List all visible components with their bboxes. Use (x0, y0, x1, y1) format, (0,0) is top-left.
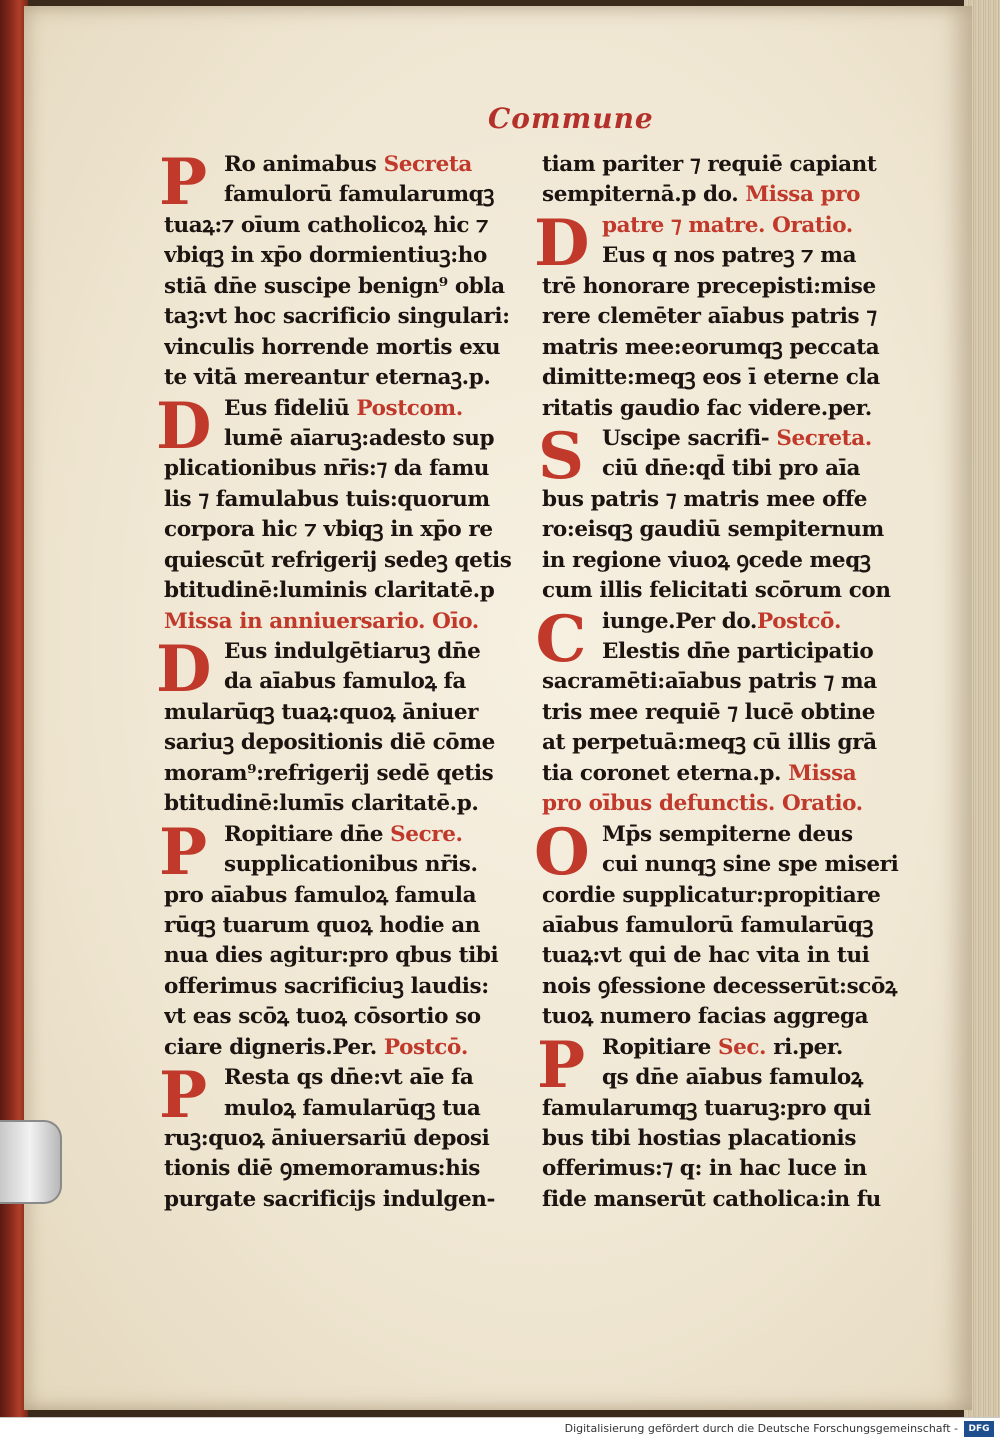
text-line (542, 1063, 900, 1093)
right-column (534, 150, 900, 1215)
body-text: famulorū famularumqꝫ (224, 182, 494, 208)
text-line (164, 728, 522, 758)
rubric-text: Sec. (717, 1034, 767, 1060)
text-line (164, 972, 522, 1002)
text-block (542, 150, 900, 211)
body-text: vinculis horrende mortis exu (164, 334, 501, 360)
body-text: aīabus famulorū famularūqꝫ (542, 912, 874, 938)
text-line (164, 1063, 522, 1093)
text-line (542, 424, 900, 454)
text-line (542, 576, 900, 606)
text-line (164, 789, 522, 819)
body-text: tuaꝝ:⁊ oīum catholicoꝝ hic ⁊ (164, 212, 489, 238)
text-line (542, 667, 900, 697)
body-text: corpora hic ⁊ vbiqꝫ in xp̄o re (164, 517, 493, 543)
text-line (164, 211, 522, 241)
footer-bar (0, 1417, 1000, 1441)
text-line (542, 728, 900, 758)
text-line (164, 941, 522, 971)
text-block (537, 418, 900, 607)
rubricated-initial: P (158, 1058, 208, 1134)
text-line (164, 637, 522, 667)
text-line (164, 454, 522, 484)
text-line (542, 302, 900, 332)
text-line (164, 546, 522, 576)
text-block (158, 814, 522, 1064)
body-text: vbiqꝫ in xp̄o dormientiuꝫ:ho (164, 243, 487, 269)
rubricated-initial: S (537, 418, 585, 494)
body-text: btitudinē:lumīs claritatē.p. (164, 791, 479, 817)
body-text: Ropitiare (602, 1034, 718, 1060)
text-line (164, 272, 522, 302)
text-line (542, 607, 900, 637)
text-line (164, 1033, 522, 1063)
body-text: plicationibus nr̄is:⁊ da famu (164, 456, 490, 482)
text-line (164, 820, 522, 850)
text-line (164, 150, 522, 180)
text-line (164, 424, 522, 454)
body-text: ro:eisqꝫ gaudiū sempiternum (542, 517, 884, 543)
rubricated-initial: D (156, 632, 212, 707)
text-line (542, 759, 900, 789)
text-line (542, 820, 900, 850)
body-text: Eus q nos patreꝫ ⁊ ma (602, 243, 857, 269)
text-line (164, 576, 522, 606)
body-text: tuoꝝ numero facias aggrega (542, 1004, 869, 1030)
text-line (542, 394, 900, 424)
text-line (164, 1185, 522, 1215)
body-text: Ropitiare dn̄e (224, 821, 391, 847)
body-text: offerimus:⁊ q: in hac luce in (542, 1156, 867, 1182)
text-line (164, 881, 522, 911)
text-line (542, 485, 900, 515)
rubric-text: Secreta. (776, 425, 872, 451)
rubric-text: pro oībus defunctis. Oratio. (542, 791, 863, 817)
body-text: bus patris ⁊ matris mee offe (542, 486, 868, 512)
text-line (164, 302, 522, 332)
text-block (156, 632, 522, 820)
text-line (542, 911, 900, 941)
body-text: in regione viuoꝝ ꝯcede meqꝫ (542, 547, 871, 573)
text-line (164, 607, 522, 637)
body-text: sariuꝫ depositionis diē cōme (164, 730, 495, 756)
body-text: tiam pariter ⁊ requiē capiant (542, 152, 877, 177)
body-text: taꝫ:vt hoc sacrificio singulari: (164, 304, 510, 330)
text-block (535, 601, 900, 820)
body-text: da aīabus famuloꝝ fa (224, 669, 466, 695)
text-line (164, 1002, 522, 1032)
body-text: vt eas scōꝝ tuoꝝ cōsortio so (164, 1004, 481, 1030)
body-text: lumē aīaruꝫ:adesto sup (224, 425, 495, 451)
text-line (542, 363, 900, 393)
body-text: at perpetuā:meqꝫ cū illis grā (542, 730, 877, 756)
text-line (542, 180, 900, 210)
text-block (156, 388, 522, 638)
body-text: ciū dn̄e:qd̄ tibi pro aīa (602, 456, 861, 482)
body-text: matris mee:eorumqꝫ peccata (542, 334, 880, 360)
body-text: bus tibi hostias placationis (542, 1126, 857, 1151)
body-text: cui nunqꝫ sine spe miseri (602, 852, 899, 878)
body-text: lis ⁊ famulabus tuis:quorum (164, 486, 490, 512)
rubric-text: Secreta (383, 152, 472, 177)
text-line (542, 546, 900, 576)
text-line (164, 333, 522, 363)
body-text: tris mee requiē ⁊ lucē obtine (542, 699, 876, 725)
text-line (542, 698, 900, 728)
body-text: muloꝝ famularūqꝫ tua (224, 1095, 481, 1121)
text-block (158, 1058, 522, 1215)
text-line (542, 1185, 900, 1215)
text-line (542, 1033, 900, 1063)
text-line (164, 363, 522, 393)
body-text: cum illis felicitati scōrum con (542, 578, 891, 604)
text-line (542, 454, 900, 484)
text-line (164, 180, 522, 210)
text-line (542, 333, 900, 363)
body-text: qs dn̄e aīabus famuloꝝ (602, 1065, 863, 1091)
body-text: Mp̄s sempiterne deus (602, 821, 853, 847)
text-line (164, 1124, 522, 1154)
body-text: Uscipe sacrifi- (602, 425, 777, 451)
body-text: tuaꝝ:vt qui de hac vita in tui (542, 943, 870, 969)
manuscript-page (24, 6, 972, 1410)
body-text: ruꝫ:quoꝝ āniuersariū deposi (164, 1126, 490, 1151)
text-line (164, 1154, 522, 1184)
body-text: purgate sacrificijs indulgen- (164, 1186, 496, 1212)
rubricated-initial: P (536, 1027, 586, 1103)
text-line (542, 941, 900, 971)
text-line (542, 637, 900, 667)
body-text: offerimus sacrificiuꝫ laudis: (164, 973, 489, 999)
body-text: famularumqꝫ tuaruꝫ:pro qui (542, 1095, 871, 1121)
text-line (542, 850, 900, 880)
text-line (542, 881, 900, 911)
rubricated-initial: O (534, 814, 590, 890)
text-line (542, 789, 900, 819)
text-line (542, 150, 900, 180)
body-text: Resta qs dn̄e:vt aīe fa (224, 1065, 474, 1091)
left-column (156, 145, 522, 1215)
body-text: stiā dn̄e suscipe benign⁹ obla (164, 273, 505, 299)
rubricated-initial: D (156, 388, 212, 464)
rubric-text: Missa (788, 760, 857, 786)
body-text: moram⁹:refrigerij sedē qetis (164, 760, 494, 786)
text-line (542, 1154, 900, 1184)
text-line (542, 1002, 900, 1032)
text-block (534, 205, 900, 424)
body-text: mularūqꝫ tuaꝝ:quoꝝ āniuer (164, 699, 479, 725)
text-line (164, 911, 522, 941)
rubricated-initial: C (535, 601, 587, 677)
text-block (536, 1027, 900, 1216)
text-line (164, 850, 522, 880)
body-text: Elestis dn̄e participatio (602, 639, 874, 664)
text-line (542, 272, 900, 302)
rubricated-initial: P (158, 814, 208, 890)
body-text: rere clemēter aīabus patris ⁊ (542, 304, 877, 330)
body-text: supplicationibus nr̄is. (224, 852, 478, 878)
text-line (542, 241, 900, 271)
text-line (164, 394, 522, 424)
text-line (542, 972, 900, 1002)
body-text: btitudinē:luminis claritatē.p (164, 578, 495, 604)
footer-credit: Digitalisierung gefördert durch die Deutsche Forschungsgemeinschaft - (564, 1422, 958, 1435)
text-block (158, 145, 522, 394)
body-text: Ro animabus (224, 152, 384, 177)
body-text: fide manserūt catholica:in fu (542, 1186, 881, 1212)
body-text: dimitte:meqꝫ eos ī eterne cla (542, 365, 880, 391)
rubric-text: Secre. (390, 821, 463, 847)
rubricated-initial: D (534, 205, 590, 281)
text-line (164, 698, 522, 728)
body-text: trē honorare precepisti:mise (542, 273, 876, 299)
text-line (164, 515, 522, 545)
body-text: tia coronet eterna.p. (542, 760, 789, 786)
text-line (542, 515, 900, 545)
text-line (164, 759, 522, 789)
rubric-text: Missa in anniuersario. Oīo. (164, 608, 479, 634)
text-line (164, 1094, 522, 1124)
rubric-text: patre ⁊ matre. Oratio. (602, 212, 853, 238)
text-line (164, 667, 522, 697)
body-text: Eus fideliū (224, 395, 357, 421)
body-text: rūqꝫ tuarum quoꝝ hodie an (164, 912, 480, 938)
text-line (542, 1124, 900, 1154)
running-head: Commune (488, 102, 654, 135)
rubric-text: Postcō. (757, 608, 842, 634)
body-text: sacramēti:aīabus patris ⁊ ma (542, 669, 877, 695)
body-text: nois ꝯfessione decesserūt:scōꝝ (542, 973, 897, 999)
body-text: ri.per. (766, 1034, 843, 1060)
rubric-text: Postcō. (383, 1034, 468, 1060)
text-line (542, 1094, 900, 1124)
rubricated-initial: P (158, 145, 208, 220)
body-text: cordie supplicatur:propitiare (542, 882, 881, 908)
dfg-logo-icon: DFG (964, 1421, 994, 1437)
text-line (164, 485, 522, 515)
body-text: sempiternā.p do. (542, 182, 746, 208)
text-block (534, 814, 900, 1033)
text-line (542, 211, 900, 241)
body-text: nua dies agitur:pro qbus tibi (164, 943, 499, 969)
book-clasp (0, 1120, 62, 1204)
body-text: iunge.Per do. (602, 608, 757, 634)
rubric-text: Missa pro (745, 182, 861, 208)
body-text: quiescūt refrigerij sedeꝫ qetis (164, 547, 512, 573)
rubric-text: Postcom. (356, 395, 463, 421)
body-text: Eus indulgētiaruꝫ dn̄e (224, 639, 481, 664)
body-text: te vitā mereantur eternaꝫ.p. (164, 365, 491, 391)
body-text: pro aīabus famuloꝝ famula (164, 882, 477, 908)
body-text: ciare digneris.Per. (164, 1034, 384, 1060)
text-line (164, 241, 522, 271)
body-text: ritatis gaudio fac videre.per. (542, 395, 872, 421)
body-text: tionis diē ꝯmemoramus:his (164, 1156, 480, 1182)
